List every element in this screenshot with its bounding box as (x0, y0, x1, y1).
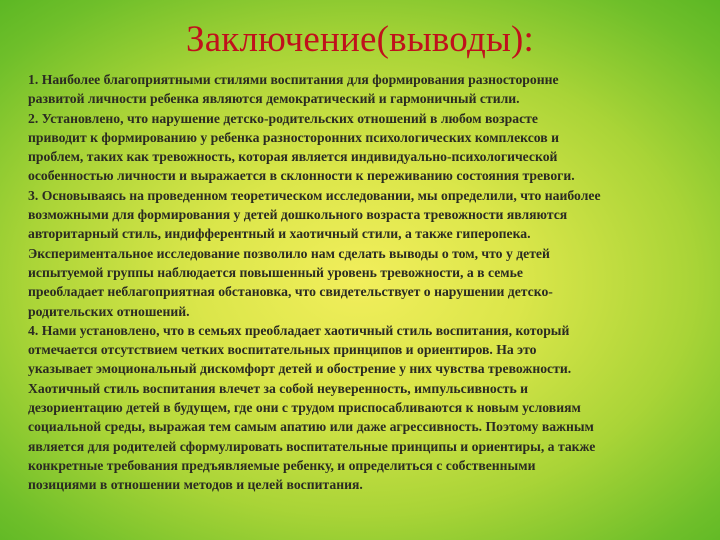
slide-title: Заключение(выводы): (185, 19, 535, 60)
conclusion-paragraph-4: 4. Нами установлено, что в семьях преобладает хаотичный стиль воспитания, который отмечается отсутствием четких воспитательных принципов и ориентиров. На это указывает эмоциональный дискомфорт детей и обострение у них чувства тревожности. Хаотичный стиль воспитания влечет за собой неуверенность, импульсивность и дезориентацию детей в будущем, где они с трудом приспосабливаются к новым условиям социальной среды, выражая тем самым апатию или даже агрессивность. Поэтому важным является для родителей сформулировать воспитательные принципы и ориентиры, а также конкретные требования предъявляемые ребенку, и определиться с собственными позициями в отношении методов и целей воспитания. (28, 322, 596, 493)
conclusion-paragraph-3: 3. Основываясь на проведенном теоретическом исследовании, мы определили, что наиболее возможными для формирования у детей дошкольного возраста тревожности являются авторитарный стиль, индифферентный и хаотичный стили, а также гиперопека. Экспериментальное исследование позволило нам сделать выводы о том, что у детей испытуемой группы наблюдается повышенный уровень тревожности, а в семье преобладает неблагоприятная обстановка, что свидетельствует о нарушении детско- родительских отношений. (28, 187, 601, 319)
conclusion-paragraph-1: 1. Наиболее благоприятными стилями воспитания для формирования разносторонне развитой личности ребенка являются демократический и гармоничный стили. (28, 72, 559, 107)
conclusion-paragraph-2: 2. Установлено, что нарушение детско-родительских отношений в любом возрасте приводит к формированию у ребенка разносторонних психологических комплексов и проблем, таких как тревожность, которая является индивидуально-психологической особенностью личности и выражается в склонности к переживанию состояния тревоги. (28, 110, 575, 184)
slide-body (28, 70, 700, 495)
